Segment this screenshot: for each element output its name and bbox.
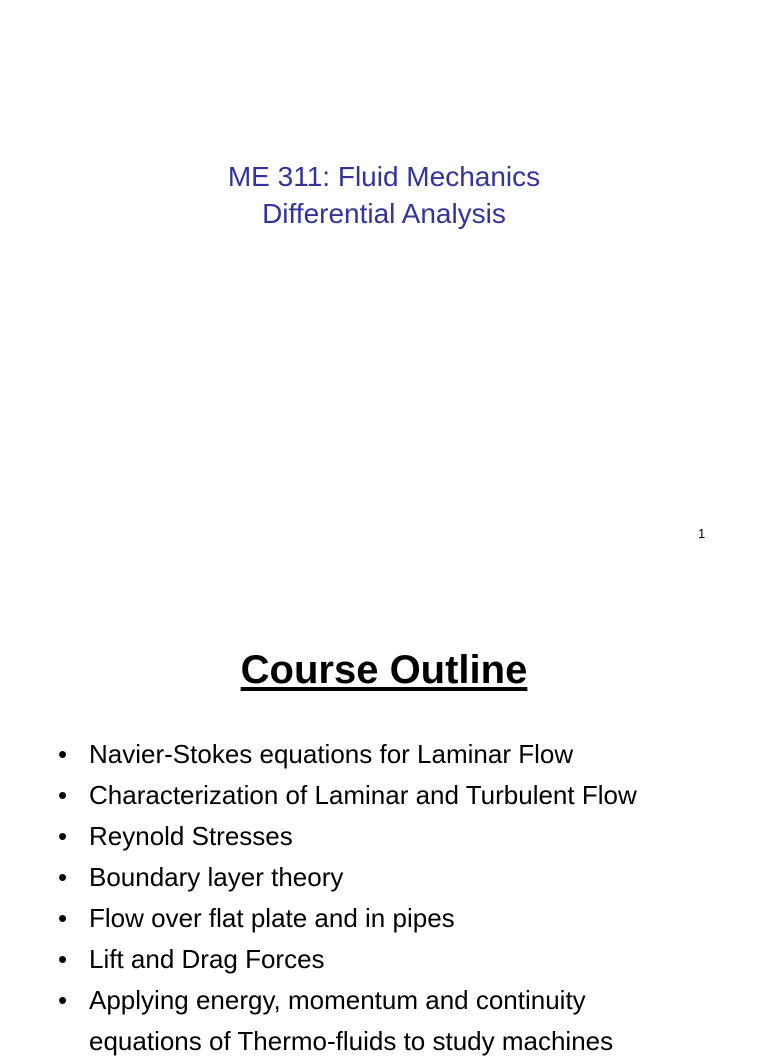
bullet-text: Boundary layer theory	[89, 862, 344, 892]
bullet-icon: •	[58, 862, 68, 892]
list-item	[58, 941, 637, 982]
list-item	[58, 982, 637, 1023]
bullet-text: equations of Thermo-fluids to study machines	[89, 1026, 614, 1056]
list-item	[58, 777, 637, 818]
bullet-icon: •	[58, 739, 68, 769]
bullet-icon: •	[58, 985, 68, 1015]
bullet-text: Reynold Stresses	[89, 821, 293, 851]
bullet-icon: •	[58, 903, 68, 933]
list-item	[58, 1023, 637, 1064]
bullet-icon: •	[58, 944, 68, 974]
page-number: 1	[698, 526, 706, 541]
course-title: ME 311: Fluid Mechanics	[227, 161, 541, 192]
outline-heading: Course Outline	[240, 648, 528, 692]
course-subtitle: Differential Analysis	[262, 198, 506, 229]
slide-title	[0, 158, 768, 232]
bullet-text: Lift and Drag Forces	[89, 944, 325, 974]
bullet-text: Flow over flat plate and in pipes	[89, 903, 455, 933]
outline-bullet-list	[58, 736, 637, 1064]
list-item	[58, 818, 637, 859]
list-item	[58, 859, 637, 900]
list-item	[58, 900, 637, 941]
bullet-text: Characterization of Laminar and Turbulent Flow	[89, 780, 637, 810]
bullet-icon: •	[58, 821, 68, 851]
bullet-text: Navier-Stokes equations for Laminar Flow	[89, 739, 574, 769]
slide-course-outline	[0, 576, 768, 1056]
list-item	[58, 736, 637, 777]
bullet-icon: •	[58, 780, 68, 810]
bullet-text: Applying energy, momentum and continuity	[89, 985, 586, 1015]
